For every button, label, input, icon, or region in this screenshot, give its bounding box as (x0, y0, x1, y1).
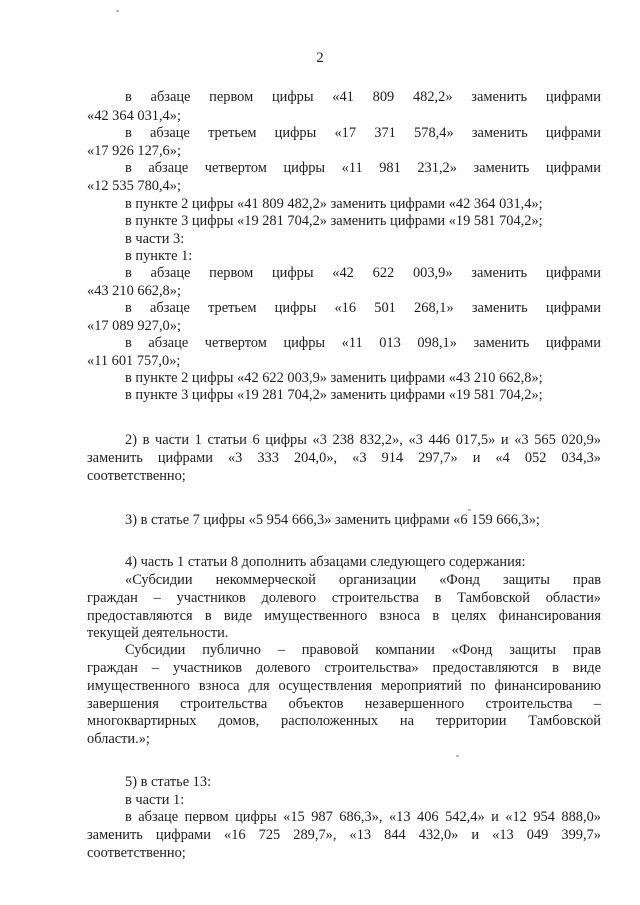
text-line: в абзаце первом цифры «15 987 686,3», «13 406 542,4» и «12 954 888,0» (125, 809, 601, 825)
text-line: 2) в части 1 статьи 6 цифры «3 238 832,2», «3 446 017,5» и «3 565 020,9» (125, 432, 601, 448)
text-line: «43 210 662,8»; (87, 283, 181, 299)
text-line: заменить цифрами «3 333 204,0», «3 914 297,7» и «4 052 034,3» (87, 450, 601, 466)
text-line: в пункте 2 цифры «41 809 482,2» заменить цифрами «42 364 031,4»; (125, 196, 543, 212)
text-line: в абзаце первом цифры «41 809 482,2» заменить цифрами (125, 89, 601, 105)
text-line: текущей деятельности. (87, 625, 229, 641)
text-line: в абзаце первом цифры «42 622 003,9» заменить цифрами (125, 265, 601, 281)
text-line: многоквартирных домов, расположенных на территории Тамбовской (87, 713, 601, 729)
text-line: в абзаце третьем цифры «16 501 268,1» заменить цифрами (125, 300, 601, 316)
text-line: соответственно; (87, 468, 186, 484)
text-line: в пункте 2 цифры «42 622 003,9» заменить цифрами «43 210 662,8»; (125, 370, 543, 386)
text-line: в абзаце четвертом цифры «11 981 231,2» заменить цифрами (125, 160, 601, 176)
text-line: завершения строительства объектов незавершенного строительства – (87, 696, 601, 712)
text-line: «Субсидии некоммерческой организации «Фонд защиты прав (125, 572, 601, 588)
text-line: в абзаце четвертом цифры «11 013 098,1» заменить цифрами (125, 335, 601, 351)
scan-speck (468, 509, 471, 511)
text-line: 4) часть 1 статьи 8 дополнить абзацами следующего содержания: (125, 554, 526, 570)
text-line: в пункте 3 цифры «19 281 704,2» заменить цифрами «19 581 704,2»; (125, 213, 543, 229)
text-line: «11 601 757,0»; (87, 353, 181, 369)
text-line: в абзаце третьем цифры «17 371 578,4» заменить цифрами (125, 125, 601, 141)
text-line: 3) в статье 7 цифры «5 954 666,3» заменить цифрами «6 159 666,3»; (125, 512, 540, 528)
page-number: 2 (316, 50, 324, 66)
text-line: 5) в статье 13: (125, 774, 212, 790)
text-line: имущественного взноса для осуществления мероприятий по финансированию (87, 678, 601, 694)
text-line: области.»; (87, 731, 150, 747)
scan-speck (116, 10, 119, 12)
text-line: граждан – участников долевого строительства» предоставляются в виде (87, 660, 601, 676)
text-line: в части 1: (125, 792, 185, 808)
text-line: «17 926 127,6»; (87, 143, 181, 159)
text-line: предоставляются в виде имущественного взноса в целях финансирования (87, 608, 601, 624)
text-line: «17 089 927,0»; (87, 318, 181, 334)
text-line: в пункте 3 цифры «19 281 704,2» заменить цифрами «19 581 704,2»; (125, 387, 543, 403)
text-line: в пункте 1: (125, 248, 193, 264)
text-line: заменить цифрами «16 725 289,7», «13 844 432,0» и «13 049 399,7» (87, 827, 601, 843)
text-line: «12 535 780,4»; (87, 178, 181, 194)
text-line: соответственно; (87, 845, 186, 861)
text-line: Субсидии публично – правовой компании «Фонд защиты прав (125, 642, 601, 658)
text-line: граждан – участников долевого строительства в Тамбовской области» (87, 590, 601, 606)
scan-speck (456, 755, 459, 757)
text-line: «42 364 031,4»; (87, 108, 181, 124)
text-line: в части 3: (125, 231, 185, 247)
